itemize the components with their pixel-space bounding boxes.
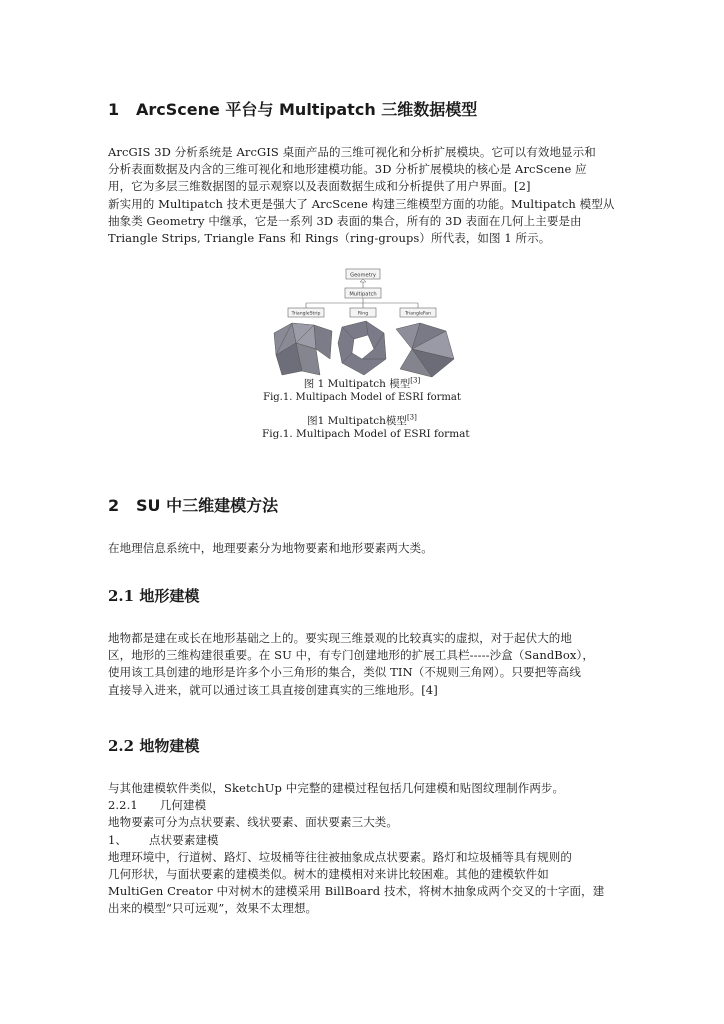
text-line: 出来的模型“只可远观”，效果不太理想。 bbox=[108, 901, 318, 916]
section-1-heading bbox=[108, 97, 477, 120]
multipatch-diagram bbox=[262, 263, 462, 388]
figure-caption-en-duplicate: Fig.1. Multipach Model of ESRI format bbox=[262, 428, 470, 440]
ring-label: Ring bbox=[357, 311, 369, 317]
list-item-heading bbox=[108, 832, 620, 849]
text-line: MultiGen Creator 中对树木的建模采用 BillBoard 技术，将树木抽象成两个交叉的十字面，建 bbox=[108, 884, 605, 899]
citation-ref: [3] bbox=[410, 376, 421, 385]
subsection-number: 2.2.1 bbox=[108, 798, 138, 813]
figure-caption-en: Fig.1. Multipach Model of ESRI format bbox=[263, 392, 461, 403]
ring-shape bbox=[338, 321, 386, 375]
subsection-title: 几何建模 bbox=[159, 798, 207, 813]
triangle-fan-shape bbox=[396, 323, 454, 377]
figure-caption-cn-duplicate bbox=[262, 413, 462, 428]
subsection-2-2-content bbox=[108, 780, 620, 918]
text-line: 区，地形的三维构建很重要。在 SU 中，有专门创建地形的扩展工具栏-----沙盒（SandBox）， bbox=[108, 648, 594, 663]
citation-ref: [3] bbox=[406, 413, 417, 422]
text-line: 用，它为多层三维数据图的显示观察以及表面数据生成和分析提供了用户界面。[2] bbox=[108, 179, 531, 194]
section-2-title: SU 中三维建模方法 bbox=[136, 496, 279, 515]
section-1-paragraph-1 bbox=[108, 144, 620, 196]
subsection-2-2-heading: 2.2 地物建模 bbox=[108, 737, 200, 755]
geometry-label: Geometry bbox=[350, 272, 376, 279]
triangle-strip-shape bbox=[274, 323, 332, 375]
caption-text: 图1 Multipatch模型 bbox=[307, 415, 407, 427]
text-line: 地物要素可分为点状要素、线状要素、面状要素三大类。 bbox=[108, 815, 398, 830]
triangle-fan-label: TriangleFan bbox=[405, 311, 431, 317]
section-1-title: ArcScene 平台与 Multipatch 三维数据模型 bbox=[136, 100, 478, 119]
text-line: 与其他建模软件类似，SketchUp 中完整的建模过程包括几何建模和贴图纹理制作两步。 bbox=[108, 781, 565, 795]
section-1-paragraph-2 bbox=[108, 196, 620, 248]
triangle-strip-label: TriangleStrip bbox=[291, 311, 321, 317]
text-line: 地物都是建在或长在地形基础之上的。要实现三维景观的比较真实的虚拟，对于起伏大的地 bbox=[108, 631, 572, 645]
text-line: 分析表面数据及内含的三维可视化和地形建模功能。3D 分析扩展模块的核心是 ArcScene 应 bbox=[108, 162, 587, 177]
text-line: 直接导入进来，就可以通过该工具直接创建真实的三维地形。[4] bbox=[108, 682, 438, 697]
section-1-number: 1 bbox=[108, 100, 120, 119]
caption-text: 图 1 Multipatch 模型 bbox=[303, 378, 411, 390]
multipatch-label: Multipatch bbox=[349, 291, 377, 298]
figure-caption-cn bbox=[262, 376, 462, 391]
text-line: ArcGIS 3D 分析系统是 ArcGIS 桌面产品的三维可视化和分析扩展模块。它可以有效地显示和 bbox=[108, 145, 596, 159]
text-line: 地理环境中，行道树、路灯、垃圾桶等往往被抽象成点状要素。路灯和垃圾桶等具有规则的 bbox=[108, 849, 572, 864]
subsection-2-1-paragraph bbox=[108, 630, 620, 699]
text-line: 抽象类 Geometry 中继承，它是一系列 3D 表面的集合，所有的 3D 表面在几何上主要是由 bbox=[108, 214, 582, 229]
section-2-heading bbox=[108, 493, 278, 516]
section-2-intro bbox=[108, 540, 620, 557]
text-line: 几何形状，与面状要素的建模类似。树木的建模相对来讲比较困难。其他的建模软件如 bbox=[108, 867, 549, 882]
list-title: 点状要素建模 bbox=[149, 832, 219, 847]
text-line: 新实用的 Multipatch 技术更是强大了 ArcScene 构建三维模型方面的功能。Multipatch 模型从 bbox=[108, 197, 615, 211]
subsection-2-1-heading: 2.1 地形建模 bbox=[108, 587, 200, 605]
text-line: Triangle Strips, Triangle Fans 和 Rings（ring-groups）所代表，如图 1 所示。 bbox=[108, 231, 551, 246]
subsection-2-2-1-heading bbox=[108, 797, 620, 814]
text-line: 使用该工具创建的地形是许多个小三角形的集合，类似 TIN（不规则三角网）。只要把等高线 bbox=[108, 665, 581, 680]
list-number: 1、 bbox=[108, 832, 128, 847]
inheritance-arrow bbox=[360, 279, 366, 282]
section-2-number: 2 bbox=[108, 496, 120, 515]
text-line: 在地理信息系统中，地理要素分为地物要素和地形要素两大类。 bbox=[108, 541, 433, 555]
